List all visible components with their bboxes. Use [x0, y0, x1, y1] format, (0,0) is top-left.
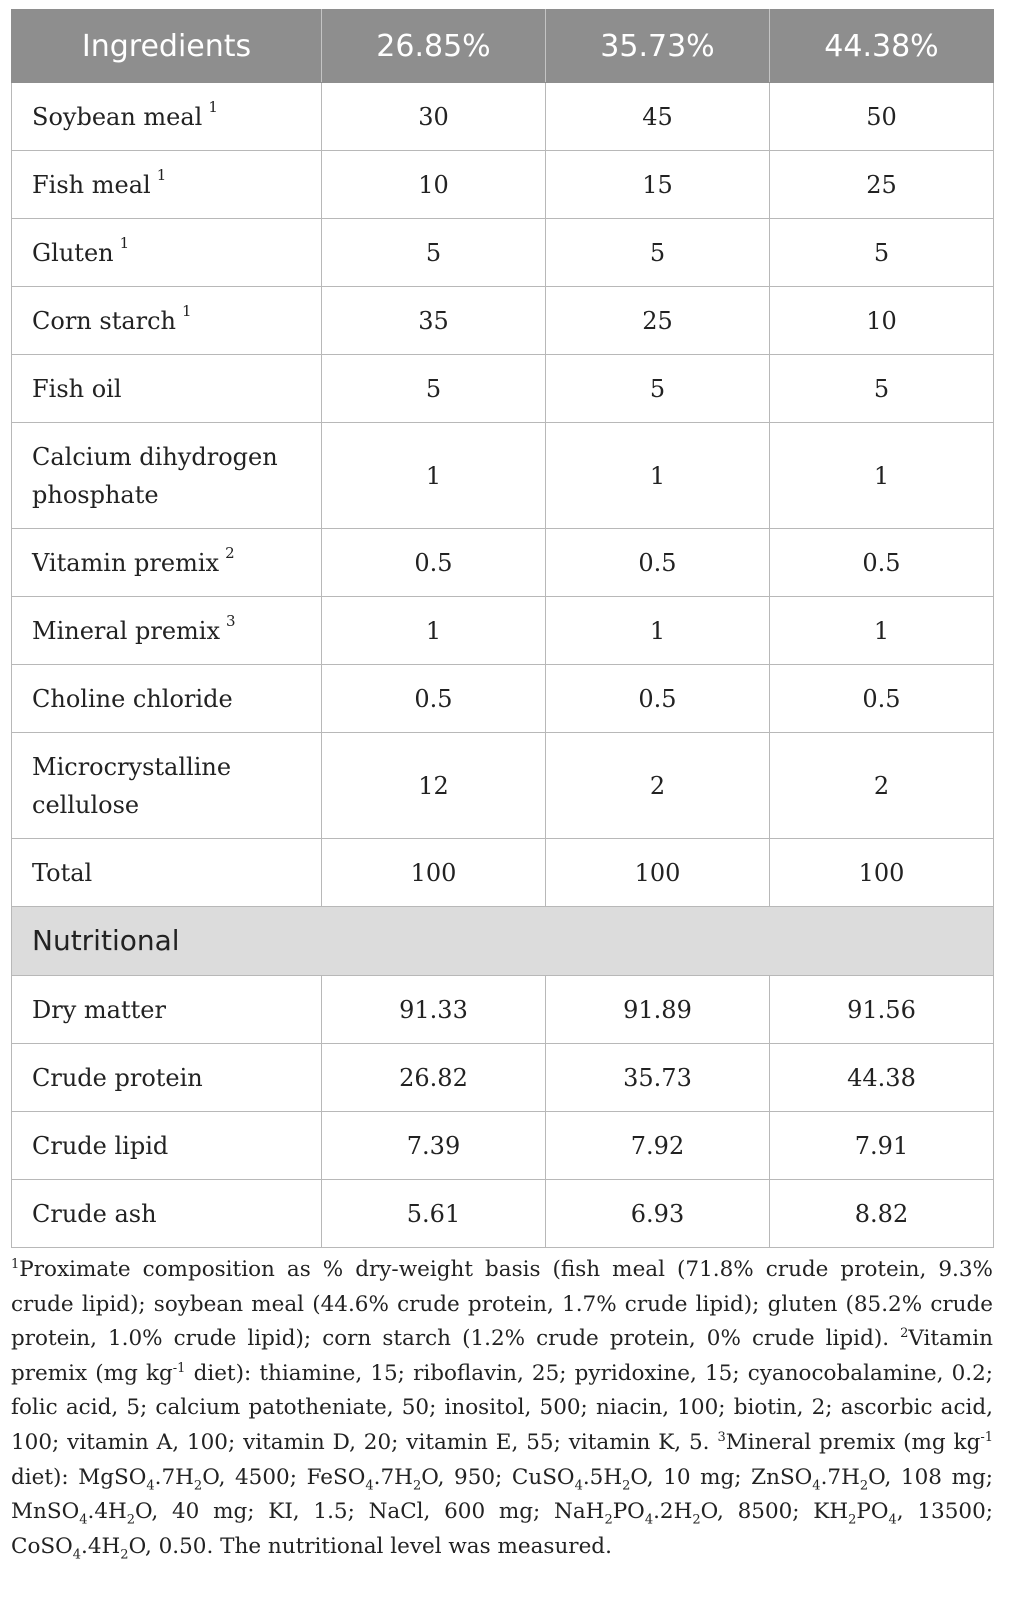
row-label-text: Gluten [32, 238, 114, 267]
table-cell: 25 [546, 287, 770, 355]
row-label [12, 219, 322, 287]
table-cell: 35 [322, 287, 546, 355]
formula-subscript: 2 [848, 1512, 857, 1528]
table-cell: 100 [546, 839, 770, 907]
footnote-text: O, 8500; KH [700, 1499, 849, 1525]
footnote-text: .4H [87, 1499, 127, 1525]
table-cell: 50 [770, 83, 994, 151]
table-cell: 5 [770, 219, 994, 287]
formula-subscript: 2 [120, 1547, 129, 1563]
formula-subscript: 4 [146, 1477, 155, 1493]
header-diet-1: 26.85% [322, 10, 546, 83]
footnote-exponent: -1 [980, 1429, 994, 1445]
table-footnote [11, 1253, 993, 1564]
table-cell: 100 [322, 839, 546, 907]
row-label: Dry matter [12, 976, 322, 1044]
footnote-text: O, 40 mg; KI, 1.5; NaCl, 600 mg; NaH [135, 1499, 605, 1525]
footnote-text: diet): thiamine, 15; riboflavin, 25; pyridoxine, 15; cyanocobalamine, 0.2; folic acid, 5; calcium patotheniate, 50; inositol, 500; niacin, 100; biotin, 2; ascorbic acid, 100; vitamin A, 100; vitamin D, 20; vitamin E, 55; vitamin K, 5. [11, 1360, 994, 1455]
formula-subscript: 2 [412, 1477, 422, 1493]
table-row [12, 839, 994, 907]
table-row [12, 355, 994, 423]
table-row [12, 733, 994, 839]
table-row [12, 219, 994, 287]
formula-subscript: 4 [79, 1512, 88, 1528]
table-cell: 1 [770, 597, 994, 665]
formula-subscript: 4 [812, 1477, 821, 1493]
table-cell: 0.5 [322, 529, 546, 597]
footnote-mark: 3 [226, 611, 236, 630]
row-label: Fish oil [12, 355, 322, 423]
table-cell: 1 [546, 597, 770, 665]
table-cell: 45 [546, 83, 770, 151]
header-diet-2: 35.73% [546, 10, 770, 83]
table-cell: 5 [770, 355, 994, 423]
formula-subscript: 2 [692, 1512, 701, 1528]
diet-composition-table [11, 9, 994, 1248]
formula-subscript: 2 [604, 1512, 613, 1528]
formula-subscript: 2 [859, 1477, 869, 1493]
footnote-exponent: -1 [172, 1360, 186, 1376]
row-label [12, 151, 322, 219]
table-cell: 5 [322, 219, 546, 287]
table-cell: 1 [770, 423, 994, 529]
table-cell: 30 [322, 83, 546, 151]
footnote-text: .7H [373, 1464, 413, 1490]
row-label: Crude lipid [12, 1112, 322, 1180]
formula-subscript: 2 [126, 1512, 136, 1528]
table-row [12, 1112, 994, 1180]
row-label-text: Fish meal [32, 170, 151, 199]
table-cell: 1 [322, 423, 546, 529]
section-header-row [12, 907, 994, 976]
footnote-text: Proximate composition as % dry-weight basis (fish meal (71.8% crude protein, 9.3% crude lipid); soybean meal (44.6% crude protein, 1.7% crude lipid); gluten (85.2% crude protein, 1.0% crude lipid); corn starch (1.2% crude protein, 0% crude lipid). [11, 1257, 993, 1352]
row-label: Calcium dihydrogen phosphate [12, 423, 322, 529]
formula-subscript: 2 [622, 1477, 631, 1493]
table-row [12, 151, 994, 219]
table-row [12, 665, 994, 733]
row-label: Total [12, 839, 322, 907]
row-label: Choline chloride [12, 665, 322, 733]
footnote-text: O, 0.50. The nutritional level was measured. [128, 1533, 612, 1559]
footnote-text: O, 4500; FeSO [202, 1464, 366, 1490]
table-cell: 91.33 [322, 976, 546, 1044]
footnote-text: PO [612, 1499, 645, 1525]
table-cell: 0.5 [770, 529, 994, 597]
row-label-text: Soybean meal [32, 102, 203, 131]
table-cell: 10 [322, 151, 546, 219]
table-cell: 35.73 [546, 1044, 770, 1112]
formula-subscript: 4 [888, 1512, 897, 1528]
footnote-mark: 2 [900, 1326, 909, 1342]
formula-subscript: 2 [193, 1477, 203, 1493]
header-ingredients: Ingredients [12, 10, 322, 83]
row-label-text: Corn starch [32, 306, 177, 335]
table-cell: 1 [546, 423, 770, 529]
footnote-text: .5H [582, 1464, 623, 1490]
footnote-text: .7H [154, 1464, 194, 1490]
table-cell: 5.61 [322, 1180, 546, 1248]
row-label [12, 83, 322, 151]
formula-subscript: 4 [72, 1547, 82, 1563]
table-cell: 7.91 [770, 1112, 994, 1180]
table-cell: 91.56 [770, 976, 994, 1044]
table-cell: 0.5 [322, 665, 546, 733]
table-cell: 5 [546, 219, 770, 287]
table-row [12, 976, 994, 1044]
footnote-mark: 1 [11, 1256, 20, 1272]
table-cell: 1 [322, 597, 546, 665]
footnote-text: O, 10 mg; ZnSO [630, 1464, 813, 1490]
table-cell: 2 [770, 733, 994, 839]
table-row [12, 423, 994, 529]
footnote-text: Vitamin premix (mg kg [11, 1326, 993, 1386]
table-row [12, 529, 994, 597]
row-label [12, 287, 322, 355]
table-cell: 91.89 [546, 976, 770, 1044]
footnote-text: O, 108 mg; MnSO [11, 1464, 993, 1525]
row-label-text: Mineral premix [32, 616, 221, 645]
footnote-text: .4H [81, 1533, 121, 1559]
table-cell: 10 [770, 287, 994, 355]
header-row [12, 10, 994, 83]
table-cell: 44.38 [770, 1044, 994, 1112]
footnote-text: O, 950; CuSO [421, 1464, 575, 1490]
row-label [12, 529, 322, 597]
footnote-text: PO [856, 1499, 889, 1525]
table-cell: 5 [322, 355, 546, 423]
table-cell: 2 [546, 733, 770, 839]
table-row [12, 287, 994, 355]
row-label: Microcrystalline cellulose [12, 733, 322, 839]
header-diet-3: 44.38% [770, 10, 994, 83]
table-cell: 26.82 [322, 1044, 546, 1112]
table-cell: 15 [546, 151, 770, 219]
formula-subscript: 4 [644, 1512, 654, 1528]
table-row [12, 83, 994, 151]
footnote-text: Mineral premix (mg kg [725, 1429, 981, 1455]
footnote-mark: 3 [717, 1429, 726, 1445]
table-cell: 12 [322, 733, 546, 839]
table-cell: 25 [770, 151, 994, 219]
table-cell: 7.39 [322, 1112, 546, 1180]
table-cell: 100 [770, 839, 994, 907]
table-cell: 7.92 [546, 1112, 770, 1180]
section-header-nutritional: Nutritional [12, 907, 994, 976]
table-container [11, 9, 993, 1248]
row-label: Crude ash [12, 1180, 322, 1248]
footnote-text: .7H [820, 1464, 860, 1490]
row-label: Crude protein [12, 1044, 322, 1112]
table-cell: 0.5 [546, 665, 770, 733]
formula-subscript: 4 [574, 1477, 583, 1493]
table-cell: 8.82 [770, 1180, 994, 1248]
table-row [12, 1180, 994, 1248]
footnote-mark: 1 [119, 233, 130, 252]
footnote-text: , 13500; CoSO [11, 1499, 994, 1559]
footnote-mark: 1 [156, 165, 167, 184]
footnote-mark: 2 [225, 543, 235, 562]
footnote-mark: 1 [182, 301, 192, 320]
table-cell: 0.5 [546, 529, 770, 597]
formula-subscript: 4 [365, 1477, 374, 1493]
row-label [12, 597, 322, 665]
table-row [12, 1044, 994, 1112]
table-cell: 0.5 [770, 665, 994, 733]
footnote-text: .2H [653, 1499, 693, 1525]
row-label-text: Vitamin premix [32, 548, 220, 577]
footnote-mark: 1 [208, 97, 218, 116]
table-cell: 6.93 [546, 1180, 770, 1248]
table-cell: 5 [546, 355, 770, 423]
table-row [12, 597, 994, 665]
footnote-text: diet): MgSO [11, 1464, 147, 1490]
